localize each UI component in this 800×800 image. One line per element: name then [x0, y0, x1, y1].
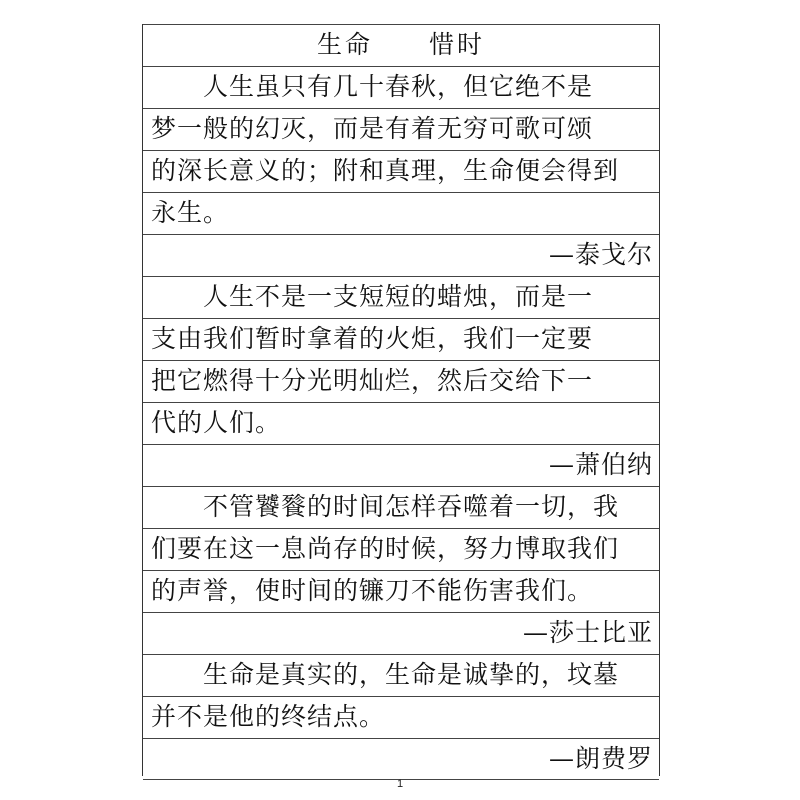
text-line: 的声誉，使时间的镰刀不能伤害我们。	[143, 570, 659, 612]
text-line: 不管饕餮的时间怎样吞噬着一切，我	[143, 486, 659, 528]
text-line: 们要在这一息尚存的时候，努力博取我们	[143, 528, 659, 570]
page-number: 1	[396, 778, 404, 790]
text-line: 梦一般的幻灭，而是有着无穷可歌可颂	[143, 108, 659, 150]
attribution: —朗费罗	[143, 738, 659, 780]
text-line: 人生虽只有几十春秋，但它绝不是	[143, 66, 659, 108]
text-line: 支由我们暂时拿着的火炬，我们一定要	[143, 318, 659, 360]
page-title: 生命 惜时	[143, 24, 659, 66]
attribution: —萧伯纳	[143, 444, 659, 486]
attribution: —泰戈尔	[143, 234, 659, 276]
text-line: 代的人们。	[143, 402, 659, 444]
attribution: —莎士比亚	[143, 612, 659, 654]
text-line: 永生。	[143, 192, 659, 234]
copybook-sheet	[142, 24, 660, 776]
text-line: 把它燃得十分光明灿烂，然后交给下一	[143, 360, 659, 402]
text-line: 的深长意义的；附和真理，生命便会得到	[143, 150, 659, 192]
text-line: 并不是他的终结点。	[143, 696, 659, 738]
text-line: 人生不是一支短短的蜡烛，而是一	[143, 276, 659, 318]
text-line: 生命是真实的，生命是诚挚的，坟墓	[143, 654, 659, 696]
